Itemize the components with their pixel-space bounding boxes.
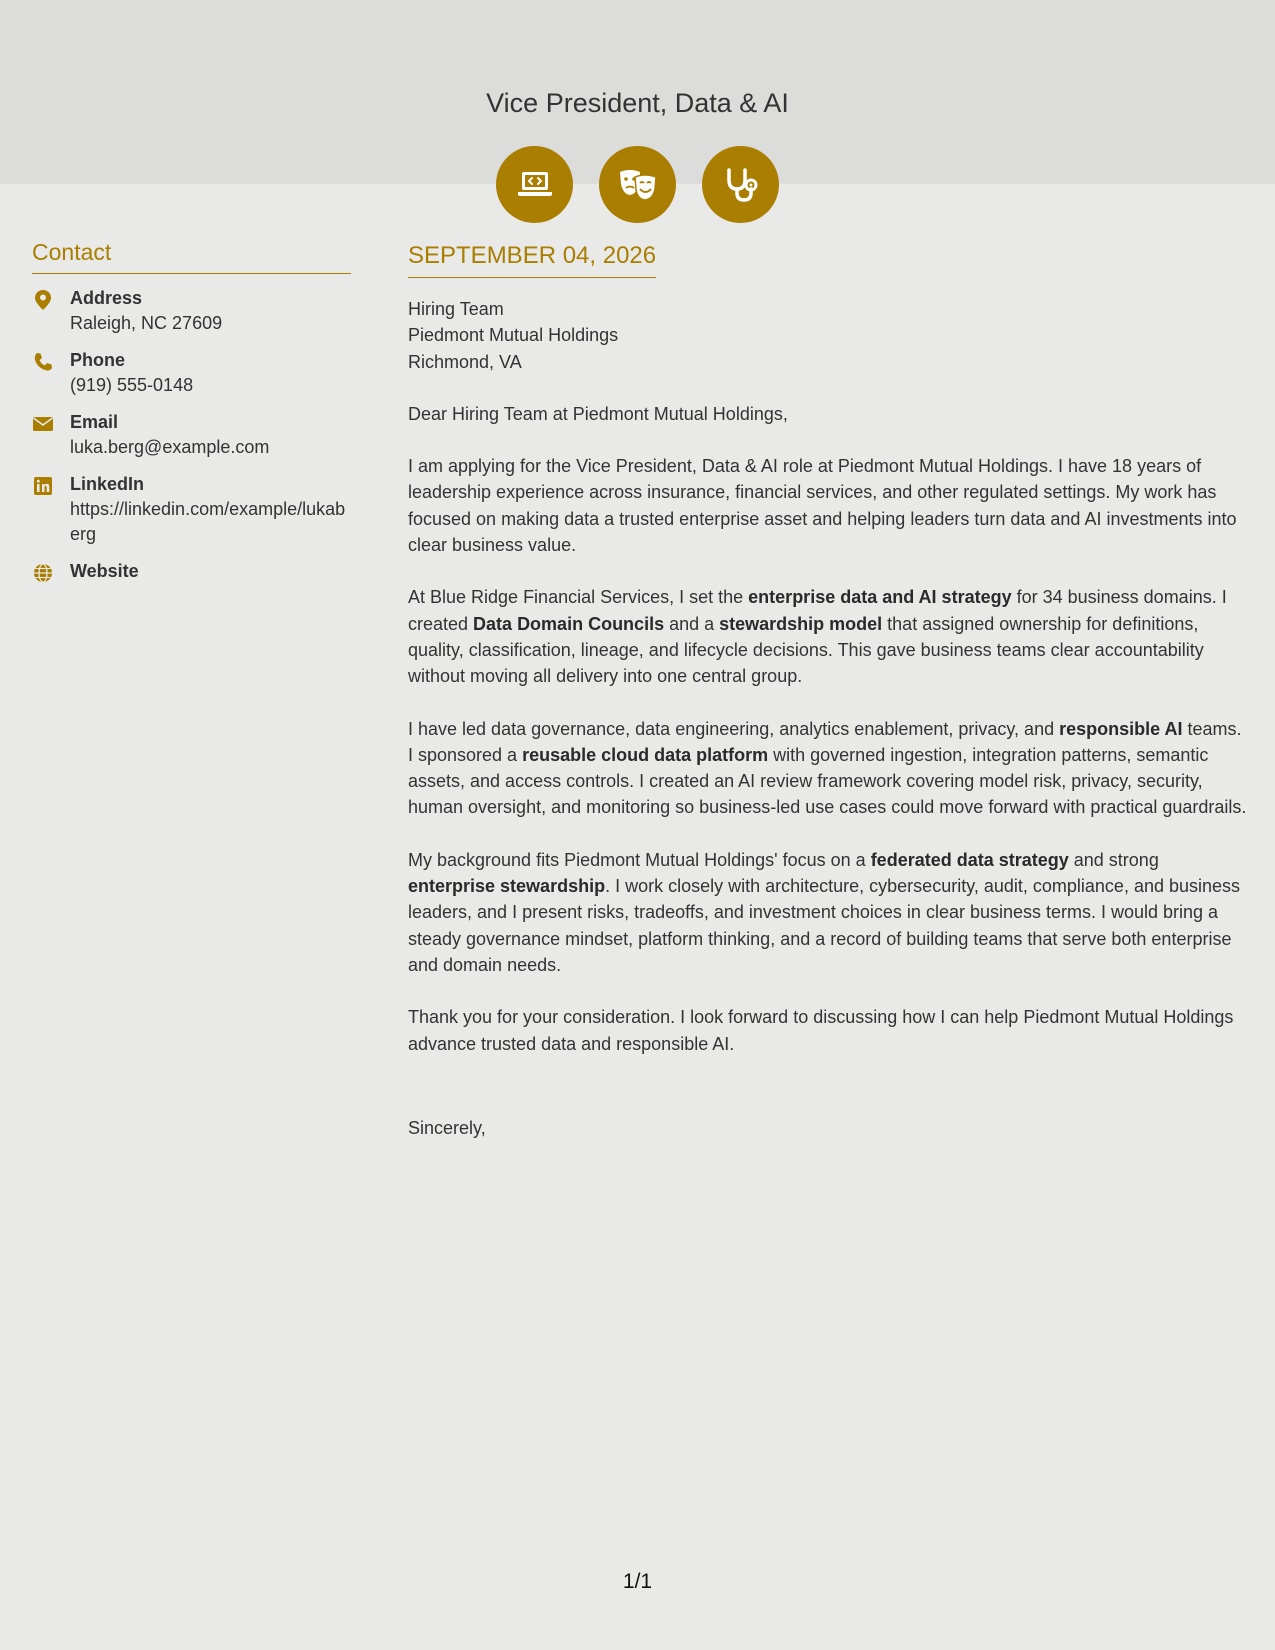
address-value: Raleigh, NC 27609 bbox=[70, 313, 223, 333]
globe-icon bbox=[32, 562, 54, 584]
contact-label: Email bbox=[70, 412, 119, 432]
phone-icon bbox=[32, 351, 54, 373]
contact-label: Website bbox=[70, 561, 139, 581]
recipient-line: Hiring Team bbox=[408, 299, 504, 319]
letter-paragraphs bbox=[408, 453, 1248, 1057]
email-value[interactable]: luka.berg@example.com bbox=[70, 437, 270, 457]
text-run: I am applying for the Vice President, Data & AI role at Piedmont Mutual Holdings. I have 18 years of leadership experience across insurance, financial services, and other regulated settings. My work has focused on making data a trusted enterprise asset and helping leaders turn data and AI investments into clear business value. bbox=[408, 456, 1237, 556]
bold-phrase: federated data strategy bbox=[870, 849, 1069, 870]
contact-section-title: Contact bbox=[32, 236, 351, 274]
bold-phrase: enterprise stewardship bbox=[408, 876, 606, 897]
letter-paragraph bbox=[408, 716, 1248, 821]
linkedin-icon bbox=[32, 475, 54, 497]
laptop-code-icon bbox=[496, 146, 573, 223]
text-run: I have led data governance, data engineering, analytics enablement, privacy, and bbox=[408, 718, 1060, 739]
header-icon-row bbox=[0, 146, 1275, 223]
letter-date-wrap bbox=[408, 239, 656, 278]
contact-item-address bbox=[32, 286, 351, 336]
contact-label: Address bbox=[70, 288, 143, 308]
signoff: Sincerely, bbox=[408, 1117, 486, 1138]
bold-phrase: Data Domain Councils bbox=[473, 613, 665, 634]
text-run: teams. I sponsored a bbox=[408, 718, 1242, 765]
bold-phrase: responsible AI bbox=[1059, 718, 1183, 739]
envelope-icon bbox=[32, 413, 54, 435]
letter-paragraph bbox=[408, 1004, 1248, 1057]
text-run: with governed ingestion, integration patterns, semantic assets, and access controls. I created an AI review framework covering model risk, privacy, security, human oversight, and monitoring so business-led use cases could move forward with practical guardrails. bbox=[408, 744, 1247, 818]
contact-list bbox=[32, 286, 351, 584]
bold-phrase: stewardship model bbox=[719, 613, 883, 634]
text-run: and a bbox=[664, 613, 720, 634]
map-pin-icon bbox=[32, 289, 54, 311]
contact-label: LinkedIn bbox=[70, 474, 145, 494]
letter-paragraph bbox=[408, 584, 1248, 689]
bold-phrase: reusable cloud data platform bbox=[522, 744, 769, 765]
letter-date: SEPTEMBER 04, 2026 bbox=[408, 242, 657, 269]
text-run: that assigned ownership for definitions, quality, classification, lineage, and lifecycle decisions. This gave business teams clear accountability without moving all delivery into one central group. bbox=[408, 613, 1204, 687]
recipient-line: Piedmont Mutual Holdings bbox=[408, 325, 619, 346]
contact-item-phone bbox=[32, 348, 351, 398]
letter-paragraph bbox=[408, 453, 1248, 558]
letter-body bbox=[408, 239, 1248, 1141]
page-number: 1/1 bbox=[622, 1570, 653, 1593]
text-run: . I work closely with architecture, cybersecurity, audit, compliance, and business leaders, and I present risks, tradeoffs, and investment choices in clear business terms. I would bring a steady governance mindset, platform thinking, and a record of building teams that serve both enterprise and domain needs. bbox=[408, 876, 1241, 975]
text-run: for 34 business domains. I created bbox=[408, 587, 1227, 634]
recipient-line: Richmond, VA bbox=[408, 351, 522, 372]
salutation: Dear Hiring Team at Piedmont Mutual Holdings, bbox=[408, 403, 788, 424]
bold-phrase: enterprise data and AI strategy bbox=[748, 587, 1012, 608]
theater-masks-icon bbox=[599, 146, 676, 223]
contact-item-linkedin bbox=[32, 472, 351, 547]
contact-label: Phone bbox=[70, 350, 126, 370]
contact-item-email bbox=[32, 410, 351, 460]
letter-paragraph bbox=[408, 847, 1248, 978]
text-run: At Blue Ridge Financial Services, I set the bbox=[408, 587, 749, 608]
recipient-block bbox=[408, 296, 1248, 375]
contact-item-website bbox=[32, 559, 351, 584]
contact-sidebar bbox=[32, 236, 351, 596]
text-run: and strong bbox=[1068, 849, 1159, 870]
stethoscope-icon bbox=[702, 146, 779, 223]
page-title: Vice President, Data & AI bbox=[486, 88, 789, 118]
text-run: Thank you for your consideration. I look forward to discussing how I can help Piedmont Mutual Holdings advance trusted data and responsible AI. bbox=[408, 1007, 1234, 1054]
text-run: My background fits Piedmont Mutual Holdings' focus on a bbox=[408, 849, 871, 870]
phone-value[interactable]: (919) 555-0148 bbox=[70, 375, 194, 395]
linkedin-value[interactable]: https://linkedin.com/example/lukaberg bbox=[70, 499, 346, 544]
